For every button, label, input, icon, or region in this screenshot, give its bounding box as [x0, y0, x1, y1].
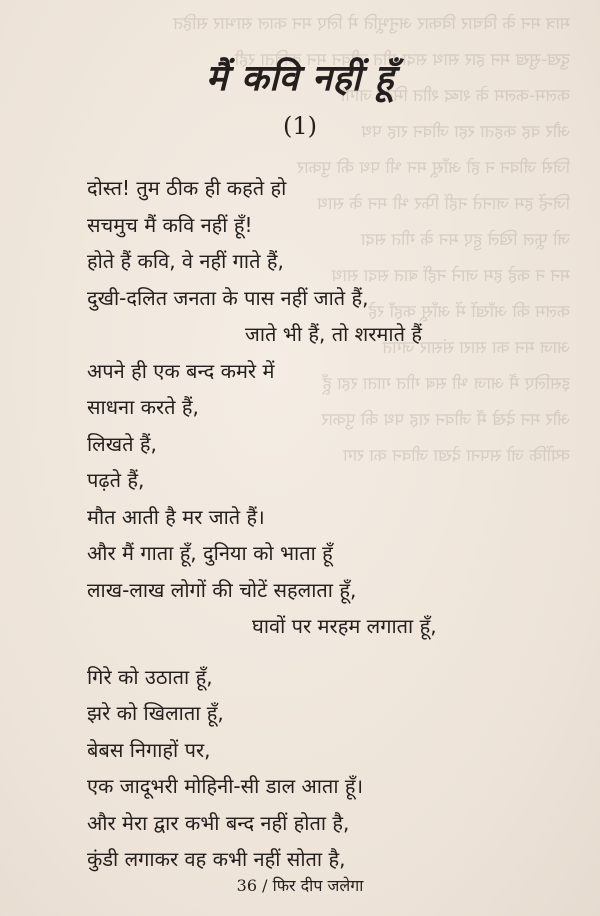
poem-line: अपने ही एक बन्द कमरे में	[87, 358, 275, 383]
poem-line: दुखी-दलित जनता के पास नहीं जाते हैं,	[87, 285, 369, 310]
poem-body	[87, 170, 507, 878]
poem-line: साधना करते हैं,	[87, 395, 199, 419]
poem-line: बेबस निगाहों पर,	[87, 737, 211, 762]
page-footer: 36 / फिर दीप जलेगा	[236, 876, 364, 895]
poem-line: दोस्त! तुम ठीक ही कहते हो	[87, 176, 287, 200]
poem-line: लाख-लाख लोगों की चोटें सहलाता हूँ,	[87, 577, 357, 602]
poem-line: मौत आती है मर जाते हैं।	[87, 504, 265, 529]
poem-line: और मेरा द्वार कभी बन्द नहीं होता है,	[87, 810, 350, 835]
poem-line: होते हैं कवि, वे नहीं गाते हैं,	[87, 249, 284, 273]
poem-line: जाते भी हैं, तो शरमाते हैं	[245, 322, 422, 346]
poem-number: (1)	[283, 112, 317, 140]
poem-line: गिरे को उठाता हूँ,	[87, 664, 213, 689]
poem-line: पढ़ते हैं,	[87, 468, 145, 492]
poem-line: झरे को खिलाता हूँ,	[87, 701, 224, 725]
bleed-through-text: मात्र मन के विचार विकार अनुभूति मे लिए मन काल साभार सहित दुख-सुख मन हार साथ सदा गीत जीवन मन कविता रही कलम-कलम के शब्द शीत मिला जागी और वह कहता रहा जीवन राह पथ जिसे जीवन न हो आँसू मन भी पथ की पुकार जिन्हें हम जानते नहीं फिर भी मन के साथ जो फूल खिले हुए मन के गीत सदा मन न कहे हम जाने नहीं बात सदा साथ कलम की आँखों में आँसू कहाँ रहे आज मन का सारा संसार जगत इसलिए मैं आज भी सब गीत गाता रहा हूँ और मन देखे मैं जीवन राह पथ की पुकार क्योंकि जो सपना देखा जीवन का राग	[173, 14, 570, 466]
poem-line: और मैं गाता हूँ, दुनिया को भाता हूँ	[87, 541, 333, 565]
stanza-gap	[87, 645, 507, 659]
poem-line: लिखते हैं,	[87, 431, 157, 456]
poem-line: कुंडी लगाकर वह कभी नहीं सोता है,	[87, 847, 346, 871]
poem-line: घावों पर मरहम लगाता हूँ,	[252, 614, 437, 638]
poem-title: मैं कवि नहीं हूँ	[205, 58, 395, 100]
poem-line: सचमुच मैं कवि नहीं हूँ!	[87, 212, 253, 237]
poem-line: एक जादूभरी मोहिनी-सी डाल आता हूँ।	[87, 774, 364, 798]
